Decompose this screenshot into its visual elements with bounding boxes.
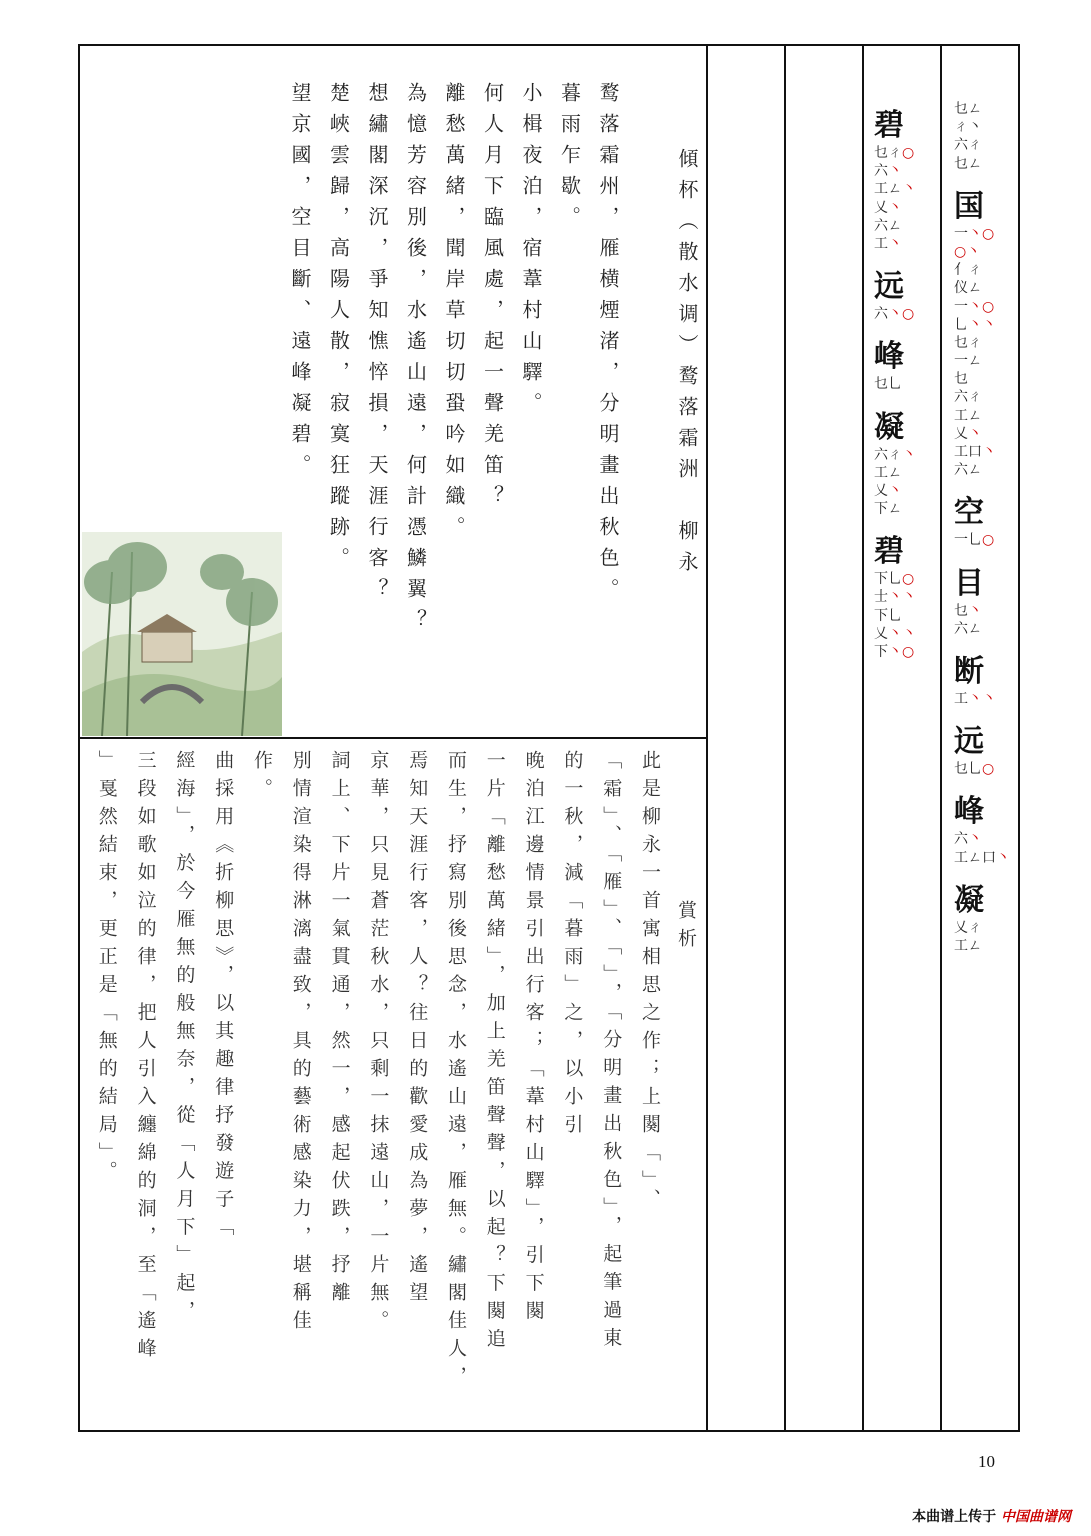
poem-line: 何人月下臨風處，起一聲羌笛？ xyxy=(480,82,505,516)
notation-mark: 六ㄥ xyxy=(954,620,982,637)
notation-mark: 下乚○ xyxy=(874,571,915,588)
column-divider xyxy=(784,44,786,1432)
notation-mark: 乜ㄥ xyxy=(954,155,982,172)
analysis-line: 」戛然結束，更正是「無的結局」。 xyxy=(95,750,118,1189)
analysis-line: 此是柳永一首寓相思之作；上闋「」、 xyxy=(639,750,661,1217)
notation-mark: 六ㄔ xyxy=(954,137,982,154)
analysis-line: 一片「離愁萬緒」，加上羌笛聲聲，以起？下闋追 xyxy=(483,750,506,1357)
analysis-line: 作。 xyxy=(251,750,273,806)
notation-mark: 工ㄥ xyxy=(874,464,902,481)
notation-mark: 下乚 xyxy=(874,607,902,624)
notation-lyric-char: 碧 xyxy=(874,108,904,143)
notation-mark: 乜丶 xyxy=(954,602,982,619)
notation-lyric-char: 空 xyxy=(954,495,984,531)
page-number: 10 xyxy=(978,1452,995,1471)
poem-line: 鹜落霜州，雁横煙渚，分明畫出秋色。 xyxy=(596,82,620,609)
footer-text: 本曲谱上传于 xyxy=(912,1509,997,1525)
notation-lyric-char: 峰 xyxy=(954,794,984,830)
analysis-line: 而生，抒寫別後思念，水遙山遠，雁無。繡閣佳人， xyxy=(445,750,467,1394)
column-divider xyxy=(862,44,864,1432)
notation-mark: 一丶○ xyxy=(954,225,995,242)
poem-line: 暮雨乍歇。 xyxy=(557,82,582,237)
notation-mark: 六丶 xyxy=(954,831,982,848)
poem-line: 離愁萬緒，聞岸草切切蛩吟如織。 xyxy=(442,82,466,547)
notation-mark: 乜乚○ xyxy=(954,761,995,778)
notation-mark: 六ㄥ xyxy=(954,462,982,479)
landscape-painting xyxy=(82,532,282,736)
notation-mark: 一丶○ xyxy=(954,298,995,315)
notation-mark: 六ㄥ xyxy=(874,217,902,234)
notation-mark: ㄔ丶 xyxy=(954,119,982,136)
notation-mark: 六ㄔ xyxy=(954,389,982,406)
notation-mark: 六ㄔ丶 xyxy=(874,446,916,463)
notation-lyric-char: 远 xyxy=(874,269,904,305)
analysis-line: 的一秋，減「暮雨」之，以小引 xyxy=(561,750,584,1142)
notation-mark: 工口丶 xyxy=(954,444,996,460)
notation-mark: 亻ㄔ xyxy=(954,262,982,279)
notation-mark: 乜 xyxy=(954,371,968,388)
notation-mark: 工丶 xyxy=(874,235,902,252)
notation-mark: 工ㄥ xyxy=(954,937,982,954)
notation-lyric-char: 远 xyxy=(954,724,984,760)
column-divider xyxy=(940,44,942,1432)
notation-mark: 工丶丶 xyxy=(954,690,996,707)
notation-mark: 乂丶 xyxy=(874,199,902,216)
row-divider xyxy=(78,737,708,739)
notation-mark: 下丶○ xyxy=(874,644,915,660)
notation-mark: 一乚○ xyxy=(954,532,995,549)
notation-lyric-char: 断 xyxy=(954,653,984,689)
analysis-line: 別情渲染得淋漓盡致，具的藝術感染力，堪稱佳 xyxy=(289,750,312,1338)
notation-mark: 乂ㄔ xyxy=(954,919,982,936)
notation-mark: 乂丶 xyxy=(874,482,902,499)
notation-lyric-char: 目 xyxy=(954,565,984,601)
notation-column-1 xyxy=(874,92,934,661)
notation-mark: 乜ㄥ xyxy=(954,101,982,117)
notation-lyric-char: 国 xyxy=(954,188,984,224)
analysis-line: 三段如歌如泣的律，把人引入纏綿的洞，至「遙峰 xyxy=(134,750,157,1366)
analysis-heading: 賞析 xyxy=(675,900,697,956)
notation-mark: 工ㄥ xyxy=(954,407,982,424)
notation-mark: 六丶○ xyxy=(874,306,915,323)
footer-logo[interactable]: 中国曲谱网 xyxy=(1001,1509,1071,1525)
notation-lyric-char: 凝 xyxy=(954,882,984,918)
notation-mark: 工ㄥ丶 xyxy=(874,181,916,198)
notation-mark: 乂丶 xyxy=(954,425,982,442)
poem-title: 傾杯（散水调）鹜落霜洲 柳永 xyxy=(675,148,699,582)
analysis-line: 焉知天涯行客，人？往日的歡愛成為夢，遙望 xyxy=(406,750,429,1310)
analysis-line: 京華，只見蒼茫秋水，只剩一抹遠山，一片無。 xyxy=(367,750,390,1338)
analysis-line: 晚泊江邊情景引出行客；「葦村山驛」，引下闋 xyxy=(522,750,545,1329)
notation-mark: 一ㄥ xyxy=(954,353,982,370)
notation-lyric-char: 峰 xyxy=(874,339,904,375)
notation-lyric-char: 凝 xyxy=(874,409,904,445)
notation-mark: 乜ㄔ xyxy=(954,334,982,351)
notation-mark: 乜ㄔ○ xyxy=(874,145,915,161)
analysis-line: 曲採用《折柳思》，以其趣律抒發遊子「 xyxy=(212,750,235,1245)
analysis-line: 詞上、下片一氣貫通，然一，感起伏跌，抒離 xyxy=(328,750,351,1310)
footer xyxy=(912,1506,1071,1526)
notation-lyric-char: 碧 xyxy=(874,534,904,570)
poem-line: 小楫夜泊，宿葦村山驛。 xyxy=(519,82,543,423)
notation-mark: 仪ㄥ xyxy=(954,280,982,297)
poem-line: 為憶芳容別後，水遙山遠，何計憑鱗翼？ xyxy=(403,82,428,640)
notation-mark: 乜乚 xyxy=(874,376,902,393)
notation-mark: 乚丶丶 xyxy=(954,316,996,333)
poem-line: 楚峽雲歸，高陽人散，寂寞狂蹤跡。 xyxy=(326,82,351,578)
notation-column-2 xyxy=(954,100,1014,955)
notation-mark: 士丶丶 xyxy=(874,589,916,606)
notation-mark: 下ㄥ xyxy=(874,501,902,518)
poem-line: 望京國，空目斷、遠峰凝碧。 xyxy=(288,82,312,485)
notation-mark: 乂丶丶 xyxy=(874,625,916,642)
notation-mark: 六丶 xyxy=(874,163,902,180)
analysis-line: 「霜」、「雁」、「」，「分明畫出秋色」，起筆過東 xyxy=(600,750,623,1356)
poem-line: 想繡閣深沉，爭知憔悴損，天涯行客？ xyxy=(365,82,389,609)
notation-mark: ○丶 xyxy=(954,243,981,260)
notation-mark: 工ㄥ口丶 xyxy=(954,849,1010,866)
analysis-line: 經海」，於今雁無的般無奈，從「人月下」起， xyxy=(173,750,196,1329)
